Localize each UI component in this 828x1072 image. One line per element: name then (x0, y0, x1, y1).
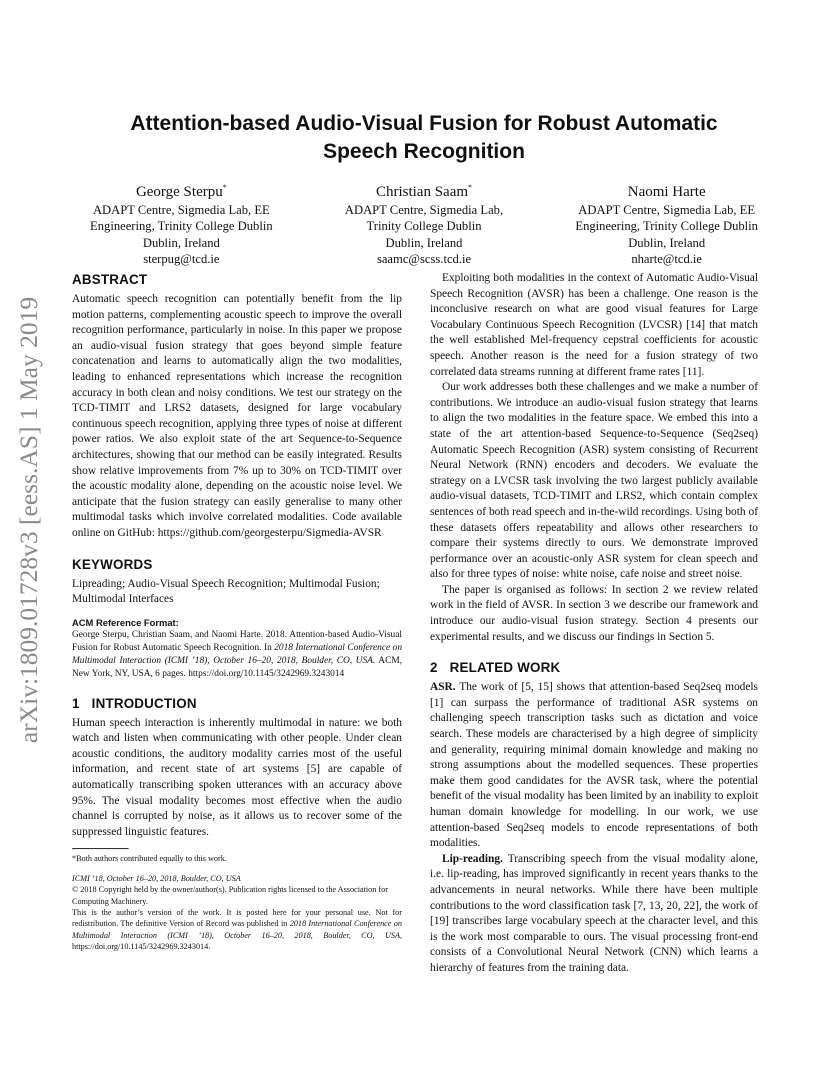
asr-paragraph (430, 680, 758, 852)
acm-reference-text: George Sterpu, Christian Saam, and Naomi Harte. 2018. Attention-based Audio-Visual Fusion for Robust Automatic Speech Recognition. In (72, 629, 402, 653)
author-name: Christian Saam (375, 184, 469, 200)
footnote-rule (72, 848, 129, 850)
author-block (60, 178, 788, 268)
author-mark: * (468, 183, 473, 192)
author-affiliation: Trinity College Dublin (366, 219, 482, 234)
author-name: Naomi Harte (627, 184, 706, 200)
body-paragraph: Our work addresses both these challenges and we make a number of contributions. We introduce an audio-visual fusion strategy that learns to align the two modalities in the feature space. We embed this into a state of the art attention-based Sequence-to-Sequence (Seq2seq) Automatic Speech Recognition (ASR) system consisting of Recurrent Neural Network (RNN) encoders and decoders. We evaluate the strategy on a LVCSR task involving the two largest publicly available audio-visual datasets, TCD-TIMIT and LRS2, which contain complex sentences of both read speech and in-the-wild recordings. Using both of these datasets offers repeatability and allows other researchers to compare their systems directly to ours. We demonstrate improved performance over an acoustic-only ASR system for clean speech and also for three types of noise: white noise, cafe noise and street noise. (430, 381, 758, 581)
acm-reference-venue: 2018 International Conference on Multimodal Interaction (ICMI ’18), October 16–20, 2018, Boulder, CO, USA. (72, 642, 403, 666)
keywords-heading: KEYWORDS (72, 556, 153, 572)
version-notice (72, 907, 402, 953)
intro-text: Human speech interaction is inherently multimodal in nature: we both watch and listen when communicating with other people. Under clean acoustic conditions, the auditory modality carries most of the useful information, and recent state of art systems [5] are capable of automatically transcribing spoken utterances with an accuracy above 95%. The visual modality becomes most effective when the audio channel is corrupted by noise, as it allows us to recover some of the suppressed linguistic features. (72, 716, 402, 838)
author-location: Dublin, Ireland (628, 235, 706, 250)
section-number: 1 (72, 695, 80, 711)
acm-reference-doi: ACM, New York, NY, USA, 6 pages. https://doi.org/10.1145/3242969.3243014 (72, 655, 403, 679)
right-column (430, 271, 758, 977)
author-mark: * (222, 183, 227, 192)
left-column (72, 271, 402, 953)
version-notice-text: This is the author’s version of the work. It is posted here for your personal use. Not for redistribution. The definitive Version of Record was published in (72, 908, 402, 929)
keywords-text: Lipreading; Audio-Visual Speech Recognition; Multimodal Fusion; Multimodal Interfaces (72, 577, 380, 606)
author-email: sterpug@tcd.ie (143, 252, 220, 267)
author-affiliation: Engineering, Trinity College Dublin (575, 219, 758, 234)
copyright-notice: © 2018 Copyright held by the owner/author(s). Publication rights licensed to the Association for Computing Machinery. (72, 885, 388, 906)
author-affiliation: ADAPT Centre, Sigmedia Lab, (344, 203, 504, 217)
related-heading (430, 659, 758, 676)
acm-reference (72, 616, 402, 681)
asr-text: The work of [5, 15] shows that attention-based Seq2seq models [1] can surpass the performance of traditional ASR systems on challenging speech transcription tasks such as dictation and voice search. These models are characterised by a high degree of simplicity and generality, requiring minimal domain knowledge and making no strong assumptions about the modelled sequences. These properties make them good candidates for the AVSR task, where the potential benefit of the visual modality has been limited by an inability to exploit human domain knowledge for modelling. In our work, we use attention-based Seq2seq models to encode representations of both modalities. (430, 681, 758, 850)
abstract-text: Automatic speech recognition can potentially benefit from the lip motion patterns, complementing acoustic speech to improve the overall recognition performance, particularly in noise. In this paper we propose an audio-visual fusion strategy that goes beyond simple feature concatenation and learns to automatically align the two modalities, leading to enhanced representations which increase the recognition accuracy in both clean and noisy conditions. We test our strategy on the TCD-TIMIT and LRS2 datasets, designed for large vocabulary continuous speech recognition, applying three types of noise at different power ratios. We also exploit state of the art Sequence-to-Sequence architectures, showing that our method can be easily integrated. Results show relative improvements from 7% up to 30% on TCD-TIMIT over the acoustic modality alone, depending on the acoustic noise level. We anticipate that the fusion strategy can easily generalise to many other multimodal tasks which involve correlated modalities. Code available online on GitHub: https://github.com/georgesterpu/Sigmedia-AVSR (72, 293, 402, 539)
section-title: INTRODUCTION (91, 695, 197, 711)
lipreading-paragraph (430, 852, 758, 977)
conference-line-text: ICMI ’18, October 16–20, 2018, Boulder, CO, USA (72, 873, 241, 883)
author-2 (303, 178, 546, 268)
paper-title (60, 110, 788, 166)
lipreading-text: Transcribing speech from the visual modality alone, i.e. lip-reading, has improved significantly in recent years thanks to the advancements in neural networks. While there have been multiple contributions to the word classification task [7, 13, 20, 22], the work of [19] transcribes large vocabulary speech at the character level, and this is the work most comparable to ours. The visual processing front-end consists of a Convolutional Neural Network (CNN) which learns a hierarchy of features from the training data. (430, 852, 758, 974)
author-affiliation: ADAPT Centre, Sigmedia Lab, EE (92, 203, 270, 217)
asr-label: ASR. (430, 681, 456, 694)
arxiv-side-stamp (12, 275, 46, 765)
author-affiliation: Engineering, Trinity College Dublin (90, 219, 273, 234)
author-name: George Sterpu (135, 184, 223, 200)
author-1 (60, 178, 303, 268)
acm-reference-heading: ACM Reference Format: (72, 616, 179, 628)
intro-heading (72, 695, 402, 712)
conference-line (72, 873, 402, 884)
author-email: nharte@tcd.ie (631, 252, 703, 267)
lipreading-label: Lip-reading. (442, 852, 503, 865)
section-title: RELATED WORK (449, 660, 561, 676)
version-notice-doi: , https://doi.org/10.1145/3242969.3243014. (72, 930, 402, 952)
author-location: Dublin, Ireland (142, 235, 220, 250)
author-affiliation: ADAPT Centre, Sigmedia Lab, EE (578, 203, 756, 217)
title-line-2: Speech Recognition (323, 140, 525, 163)
title-line-1: Attention-based Audio-Visual Fusion for Robust Automatic (130, 112, 718, 135)
author-3 (545, 178, 788, 268)
body-paragraph: The paper is organised as follows: In section 2 we review related work in the field of AVSR. In section 3 we describe our framework and introduce our audio-visual fusion strategy. Section 4 presents our experimental results, and we discuss our findings in Section 5. (430, 583, 758, 643)
arxiv-identifier: arXiv:1809.01728v3 [eess.AS] 1 May 2019 (14, 296, 43, 744)
abstract-heading: ABSTRACT (72, 272, 148, 287)
body-paragraph: Exploiting both modalities in the context of Automatic Audio-Visual Speech Recognition (AVSR) has been a challenge. One reason is the inconclusive research on what are good visual features for Large Vocabulary Continuous Speech Recognition (LVCSR) [14] that match the well established Mel-frequency cepstral coefficients for acoustic speech. Another reason is the need for a fusion strategy of two correlated data streams running at different frame rates [11]. (430, 272, 758, 378)
version-notice-venue: 2018 International Conference on Multimodal Interaction (ICMI ’18), October 16–20, 2018, Boulder, CO, USA (72, 919, 402, 940)
footnote: *Both authors contributed equally to this work. (72, 854, 227, 864)
author-email: saamc@scss.tcd.ie (376, 252, 472, 267)
section-number: 2 (430, 660, 438, 676)
author-location: Dublin, Ireland (385, 235, 463, 250)
